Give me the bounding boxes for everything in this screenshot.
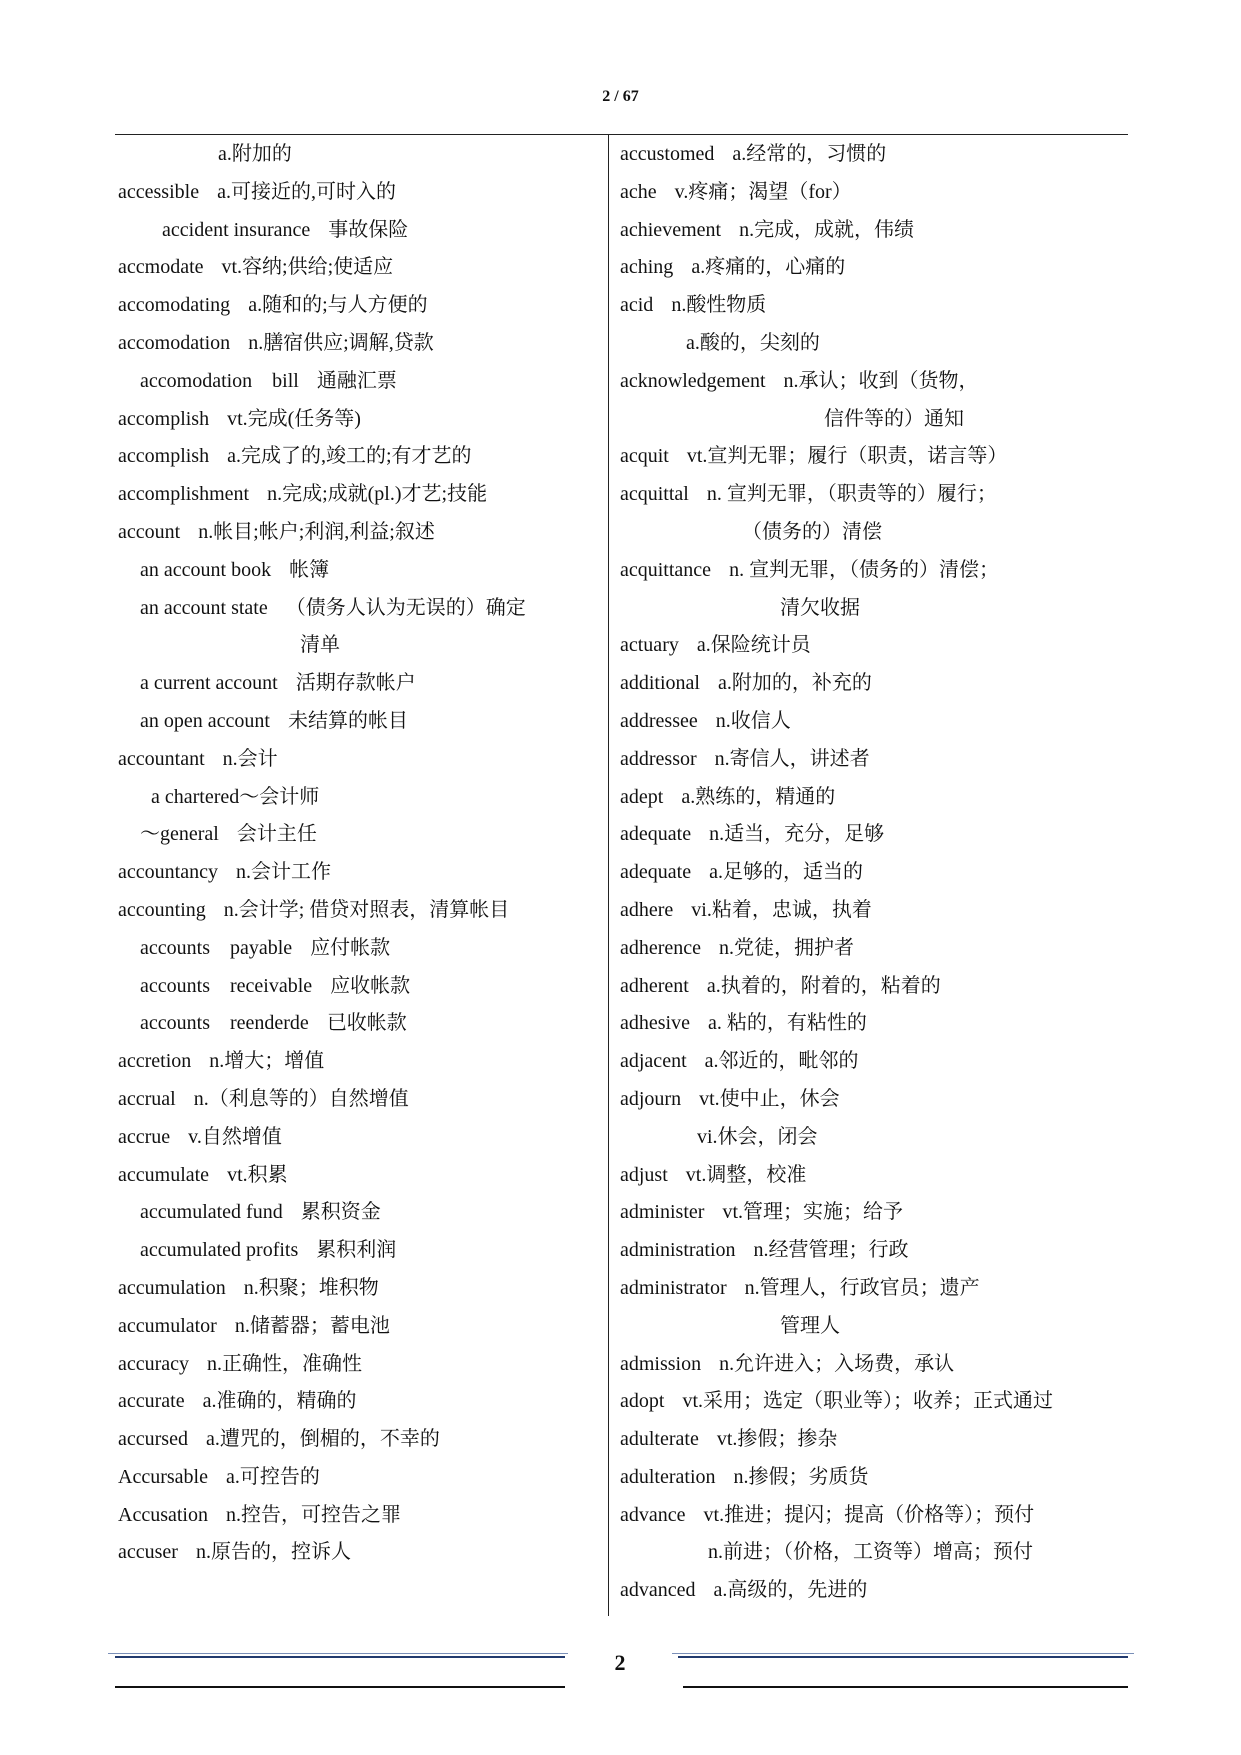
dictionary-entry (620, 1534, 1125, 1572)
entry-definition: 事故保险 (328, 218, 409, 241)
entry-definition: a.邻近的，毗邻的 (704, 1050, 859, 1073)
entry-definition: 已收帐款 (326, 1012, 407, 1035)
entry-definition: n.积聚；堆积物 (243, 1276, 379, 1299)
dictionary-entry (620, 703, 1125, 741)
entry-term: adherence (620, 936, 702, 959)
entry-term: accident insurance (162, 218, 311, 241)
entry-term: an open account (140, 709, 270, 732)
entry-term: accrue (118, 1125, 171, 1148)
entry-term: adjust (620, 1163, 668, 1186)
entry-definition: n.会计 (222, 747, 278, 770)
dictionary-entry (620, 438, 1125, 476)
dictionary-entry (620, 1421, 1125, 1459)
entry-term: accountant (118, 747, 205, 770)
entry-term: adulteration (620, 1465, 716, 1488)
entry-definition: n.寄信人，讲述者 (714, 747, 870, 770)
entry-term: accomodation bill (140, 369, 299, 392)
entry-term: accomplish (118, 407, 210, 430)
entry-term: adhesive (620, 1012, 690, 1035)
entry-definition: n.会计学; 借贷对照表，清算帐目 (223, 898, 510, 921)
entry-definition: n.经营管理；行政 (753, 1239, 909, 1262)
entry-term: adequate (620, 861, 692, 884)
entry-definition: a.附加的，补充的 (717, 672, 872, 695)
dictionary-entry (118, 212, 603, 250)
entry-term: adulterate (620, 1428, 699, 1451)
dictionary-entry (620, 930, 1125, 968)
dictionary-entry (620, 1157, 1125, 1195)
dictionary-entry (118, 174, 603, 212)
entry-term: administration (620, 1239, 736, 1262)
dictionary-entry (118, 1497, 603, 1535)
entry-definition: 通融汇票 (316, 369, 397, 392)
entry-definition: n.膳宿供应;调解,贷款 (248, 331, 434, 354)
entry-definition: vt.管理；实施；给予 (722, 1201, 903, 1224)
entry-definition: a.熟练的，精通的 (681, 785, 836, 808)
entry-definition: vt.采用；选定（职业等）；收养；正式通过 (682, 1390, 1053, 1413)
dictionary-entry (118, 1346, 603, 1384)
entry-definition: vt.使中止，休会 (699, 1087, 840, 1110)
footer-rule-right-thin (672, 1653, 1134, 1654)
entry-term: administrator (620, 1276, 727, 1299)
entry-definition: n.掺假；劣质货 (733, 1465, 869, 1488)
entry-term: accuser (118, 1541, 178, 1564)
entry-term: accustomed (620, 143, 715, 165)
dictionary-entry (620, 1572, 1125, 1610)
entry-definition: vt.完成(任务等) (227, 407, 361, 430)
entry-definition: n.允许进入；入场费，承认 (719, 1352, 955, 1375)
entry-definition: 会计主任 (236, 823, 317, 846)
dictionary-entry (620, 363, 1125, 401)
entry-definition: n.酸性物质 (671, 294, 767, 317)
entry-definition: a.执着的，附着的，粘着的 (706, 974, 941, 997)
dictionary-entry (620, 287, 1125, 325)
footer-rule-left (115, 1656, 565, 1658)
entry-term: an account state (140, 596, 268, 619)
footer-rule-left-thin (108, 1653, 568, 1654)
dictionary-entry (118, 1005, 603, 1043)
entry-definition: a.完成了的,竣工的;有才艺的 (227, 445, 472, 468)
entry-term: accounts receivable (140, 974, 313, 997)
entry-definition: vt.容纳;供给;使适应 (221, 256, 394, 279)
entry-definition: a.附加的 (218, 143, 292, 165)
entry-term: advanced (620, 1579, 696, 1602)
entry-definition: vt.宣判无罪；履行（职责，诺言等） (686, 445, 1008, 468)
entry-definition: 信件等的）通知 (824, 407, 964, 430)
dictionary-entry (620, 590, 1125, 628)
dictionary-entry (620, 816, 1125, 854)
entry-definition: a.高级的，先进的 (713, 1579, 868, 1602)
entry-definition: n.前进；（价格，工资等）增高；预付 (708, 1541, 1033, 1564)
entry-term: accursed (118, 1428, 188, 1451)
entry-definition: 帐簿 (289, 558, 330, 581)
entry-term: Accursable (118, 1465, 208, 1488)
entry-term: accomodation (118, 331, 231, 354)
entry-term: adjacent (620, 1050, 687, 1073)
entry-definition: n.储蓄器；蓄电池 (234, 1314, 390, 1337)
dictionary-entry (620, 665, 1125, 703)
entry-definition: n.（利息等的）自然增值 (193, 1087, 409, 1110)
entry-term: adequate (620, 823, 692, 846)
entry-term: accounting (118, 898, 206, 921)
entry-definition: n.会计工作 (235, 861, 331, 884)
entry-term: admission (620, 1352, 702, 1375)
dictionary-entry (118, 1043, 603, 1081)
dictionary-entry (620, 136, 1125, 174)
entry-term: accumulation (118, 1276, 226, 1299)
entry-term: adhere (620, 898, 674, 921)
entry-definition: 累积利润 (316, 1239, 397, 1262)
entry-term: aching (620, 256, 674, 279)
entry-term: accuracy (118, 1352, 190, 1375)
dictionary-entry (620, 212, 1125, 250)
dictionary-entry (620, 1194, 1125, 1232)
right-column (620, 136, 1125, 1610)
entry-definition: （债务的）清偿 (742, 520, 882, 543)
entry-definition: a.足够的，适当的 (709, 861, 863, 884)
dictionary-entry (118, 627, 603, 665)
footer-rule-right (678, 1656, 1128, 1658)
entry-term: accomodating (118, 294, 231, 317)
top-rule (115, 134, 1128, 135)
entry-definition: 管理人 (780, 1314, 840, 1337)
entry-term: accrual (118, 1087, 176, 1110)
dictionary-entry (620, 325, 1125, 363)
dictionary-entry (620, 249, 1125, 287)
entry-definition: vi.粘着，忠诚，执着 (691, 898, 872, 921)
page-header: 2 / 67 (602, 88, 639, 105)
dictionary-entry (620, 1497, 1125, 1535)
dictionary-entry (118, 401, 603, 439)
entry-definition: a.保险统计员 (696, 634, 811, 657)
entry-term: accounts payable (140, 936, 293, 959)
entry-term: an account book (140, 558, 272, 581)
entry-term: accessible (118, 180, 200, 203)
entry-term: administer (620, 1201, 705, 1224)
entry-term: additional (620, 672, 700, 695)
entry-definition: n.完成，成就，伟绩 (739, 218, 915, 241)
entry-term: addressor (620, 747, 697, 770)
footer-bottom-rule-right (683, 1686, 1128, 1688)
dictionary-entry (620, 741, 1125, 779)
dictionary-entry (118, 590, 603, 628)
dictionary-entry (118, 136, 603, 174)
dictionary-entry (118, 1421, 603, 1459)
entry-term: ～general (140, 823, 219, 846)
entry-definition: n.控告，可控告之罪 (225, 1503, 401, 1526)
dictionary-entry (118, 1232, 603, 1270)
dictionary-entry (620, 1043, 1125, 1081)
entry-definition: n.正确性，准确性 (207, 1352, 363, 1375)
dictionary-entry (118, 476, 603, 514)
dictionary-entry (118, 665, 603, 703)
dictionary-entry (118, 1119, 603, 1157)
entry-term: account (118, 520, 181, 543)
dictionary-entry (118, 1534, 603, 1572)
left-column (118, 136, 603, 1572)
dictionary-entry (118, 892, 603, 930)
dictionary-entry (118, 552, 603, 590)
dictionary-entry (620, 476, 1125, 514)
dictionary-entry (118, 1459, 603, 1497)
dictionary-entry (118, 325, 603, 363)
dictionary-entry (620, 968, 1125, 1006)
entry-term: accumulated profits (140, 1239, 299, 1262)
dictionary-entry (118, 1194, 603, 1232)
entry-definition: n.适当，充分，足够 (709, 823, 885, 846)
dictionary-entry (118, 514, 603, 552)
entry-term: accumulated fund (140, 1201, 283, 1224)
entry-definition: 清单 (300, 634, 340, 657)
column-divider (608, 134, 609, 1616)
entry-term: acquittance (620, 558, 712, 581)
entry-definition: a.可控告的 (225, 1465, 320, 1488)
entry-term: accumulate (118, 1163, 210, 1186)
entry-term: acquit (620, 445, 669, 468)
entry-term: ache (620, 180, 657, 203)
entry-term: actuary (620, 634, 679, 657)
entry-definition: n. 宣判无罪，（债务的）清偿； (729, 558, 1000, 581)
footer-bottom-rule-left (115, 1686, 565, 1688)
entry-definition: 应收帐款 (330, 974, 411, 997)
dictionary-entry (620, 1119, 1125, 1157)
entry-definition: n.承认；收到（货物， (783, 369, 979, 392)
dictionary-entry (620, 1270, 1125, 1308)
dictionary-entry (118, 363, 603, 401)
entry-term: accurate (118, 1390, 185, 1413)
dictionary-entry (620, 627, 1125, 665)
entry-definition: a. 粘的，有粘性的 (707, 1012, 867, 1035)
entry-term: acid (620, 294, 654, 317)
entry-definition: n.管理人，行政官员；遗产 (744, 1276, 980, 1299)
entry-term: accumulator (118, 1314, 217, 1337)
dictionary-entry (118, 930, 603, 968)
dictionary-entry (620, 401, 1125, 439)
entry-definition: a.经常的，习惯的 (732, 143, 887, 165)
page-number: 2 (614, 1650, 626, 1675)
entry-definition: vt.积累 (227, 1163, 288, 1186)
dictionary-entry (620, 892, 1125, 930)
entry-term: acknowledgement (620, 369, 766, 392)
entry-definition: n. 宣判无罪，（职责等的）履行； (706, 483, 997, 506)
entry-term: Accusation (118, 1503, 208, 1526)
dictionary-entry (620, 1232, 1125, 1270)
dictionary-entry (620, 514, 1125, 552)
entry-term: accounts reenderde (140, 1012, 309, 1035)
dictionary-entry (118, 854, 603, 892)
entry-term: a current account (140, 672, 278, 695)
dictionary-entry (118, 249, 603, 287)
entry-term: accomplishment (118, 483, 250, 506)
entry-definition: 未结算的帐目 (287, 709, 408, 732)
entry-definition: a.遭咒的，倒楣的，不幸的 (205, 1428, 440, 1451)
entry-definition: vt.推进；提闪；提高（价格等）；预付 (703, 1503, 1035, 1526)
entry-definition: 应付帐款 (310, 936, 391, 959)
dictionary-entry (118, 1081, 603, 1119)
dictionary-entry (118, 1383, 603, 1421)
entry-term: a chartered～会计师 (151, 785, 320, 808)
dictionary-entry (620, 1308, 1125, 1346)
entry-definition: a.可接近的,可时入的 (217, 180, 396, 203)
dictionary-entry (118, 438, 603, 476)
entry-definition: a.准确的，精确的 (202, 1390, 357, 1413)
entry-definition: （债务人认为无误的）确定 (285, 596, 526, 619)
dictionary-entry (620, 174, 1125, 212)
dictionary-entry (118, 287, 603, 325)
entry-definition: a.随和的;与人方便的 (248, 294, 428, 317)
entry-term: advance (620, 1503, 686, 1526)
dictionary-entry (118, 968, 603, 1006)
entry-term: achievement (620, 218, 722, 241)
dictionary-entry (118, 1270, 603, 1308)
entry-definition: vt.掺假；掺杂 (716, 1428, 838, 1451)
entry-definition: n.收信人 (715, 709, 791, 732)
entry-definition: n.增大；增值 (209, 1050, 325, 1073)
entry-definition: a.疼痛的，心痛的 (691, 256, 846, 279)
entry-definition: n.帐目;帐户;利润,利益;叙述 (198, 520, 435, 543)
entry-term: addressee (620, 709, 698, 732)
entry-term: accmodate (118, 256, 204, 279)
entry-definition: v.自然增值 (188, 1125, 282, 1148)
entry-definition: a.酸的，尖刻的 (686, 331, 820, 354)
entry-definition: n.党徒，拥护者 (719, 936, 855, 959)
dictionary-entry (118, 779, 603, 817)
entry-definition: 活期存款帐户 (295, 672, 416, 695)
dictionary-entry (620, 854, 1125, 892)
dictionary-entry (620, 1346, 1125, 1384)
entry-term: adopt (620, 1390, 665, 1413)
dictionary-entry (620, 1383, 1125, 1421)
entry-term: adjourn (620, 1087, 682, 1110)
entry-term: adherent (620, 974, 689, 997)
dictionary-entry (620, 779, 1125, 817)
dictionary-entry (118, 703, 603, 741)
dictionary-entry (118, 741, 603, 779)
entry-definition: vt.调整，校准 (685, 1163, 807, 1186)
entry-definition: v.疼痛；渴望（for） (674, 180, 852, 203)
dictionary-entry (620, 1081, 1125, 1119)
entry-definition: 累积资金 (300, 1201, 381, 1224)
entry-term: acquittal (620, 483, 689, 506)
dictionary-entry (118, 1308, 603, 1346)
dictionary-entry (620, 1005, 1125, 1043)
entry-term: adept (620, 785, 664, 808)
entry-definition: 清欠收据 (780, 596, 860, 619)
dictionary-entry (620, 1459, 1125, 1497)
entry-term: accomplish (118, 445, 210, 468)
entry-definition: n.原告的，控诉人 (195, 1541, 351, 1564)
entry-definition: vi.休会，闭会 (697, 1125, 818, 1148)
entry-term: accretion (118, 1050, 192, 1073)
dictionary-entry (118, 816, 603, 854)
entry-definition: n.完成;成就(pl.)才艺;技能 (267, 483, 488, 506)
dictionary-entry (620, 552, 1125, 590)
entry-term: accountancy (118, 861, 218, 884)
dictionary-entry (118, 1157, 603, 1195)
